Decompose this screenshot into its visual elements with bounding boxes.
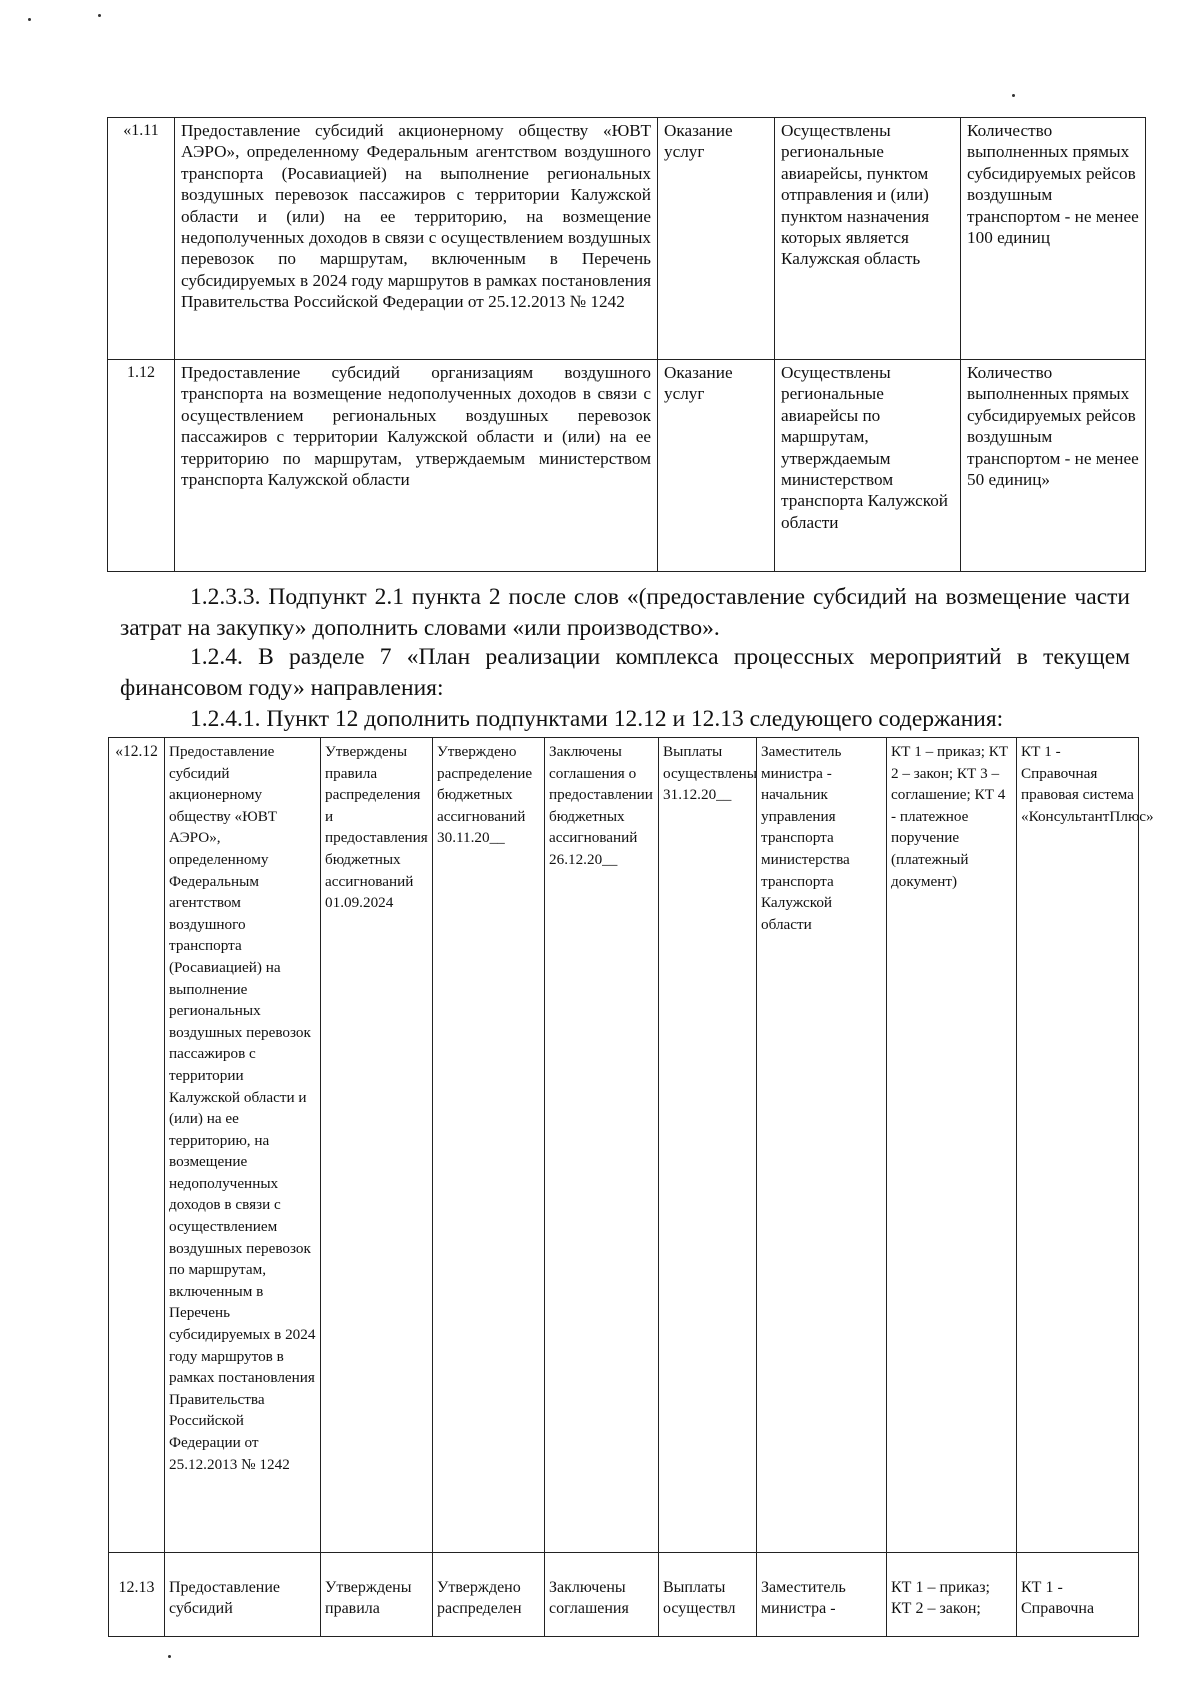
- checkpoint-4: Выплаты осуществлены 31.12.20__: [659, 738, 757, 1553]
- document-type: КТ 1 – приказ; КТ 2 – закон;: [887, 1553, 1017, 1637]
- table-row: [108, 360, 1146, 572]
- activity-result: Осуществлены региональные авиарейсы, пунктом отправления и (или) пунктом назначения которых является Калужская область: [775, 118, 961, 360]
- activity-description: Предоставление субсидий акционерному обществу «ЮВТ АЭРО», определенному Федеральным агентством воздушного транспорта (Росавиацией) на выполнение региональных воздушных перевозок пассажиров с территории Калужской области и (или) на ее территорию, на возмещение недополученных доходов в связи с осуществлением воздушных перевозок по маршрутам, включенным в Перечень субсидируемых в 2024 году маршрутов в рамках постановления Правительства Российской Федерации от 25.12.2013 № 1242: [175, 118, 658, 360]
- activity-result: Осуществлены региональные авиарейсы по маршрутам, утверждаемым министерством транспорта Калужской области: [775, 360, 961, 572]
- activity-description: Предоставление субсидий: [165, 1553, 321, 1637]
- table-row: [109, 1553, 1139, 1637]
- checkpoint-1: Утверждены правила: [321, 1553, 433, 1637]
- activity-description: Предоставление субсидий организациям воздушного транспорта на возмещение недополученных доходов в связи с осуществлением региональных воздушных перевозок пассажиров с территории Калужской области и (или) на ее территорию по маршрутам, утверждаемым министерством транспорта Калужской области: [175, 360, 658, 572]
- activity-description: Предоставление субсидий акционерному обществу «ЮВТ АЭРО», определенному Федеральным агентством воздушного транспорта (Росавиацией) на выполнение региональных воздушных перевозок пассажиров с территории Калужской области и (или) на ее территорию, на возмещение недополученных доходов в связи с осуществлением воздушных перевозок по маршрутам, включенным в Перечень субсидируемых в 2024 году маршрутов в рамках постановления Правительства Российской Федерации от 25.12.2013 № 1242: [165, 738, 321, 1553]
- scan-speck: [168, 1655, 171, 1658]
- scan-speck: [98, 14, 101, 17]
- table-row: [109, 738, 1139, 1553]
- responsible-person: Заместитель министра - начальник управления транспорта министерства транспорта Калужской области: [757, 738, 887, 1553]
- row-number: «12.12: [109, 738, 165, 1553]
- paragraph-1-2-3-3: 1.2.3.3. Подпункт 2.1 пункта 2 после слов «(предоставление субсидий на возмещение части затрат на закупку» дополнить словами «или производство».: [120, 584, 1130, 641]
- responsible-person: Заместитель министра -: [757, 1553, 887, 1637]
- activities-table: [107, 117, 1146, 572]
- checkpoint-3: Заключены соглашения: [545, 1553, 659, 1637]
- row-number: 12.13: [109, 1553, 165, 1637]
- activity-type: Оказание услуг: [658, 360, 775, 572]
- table-row: [108, 118, 1146, 360]
- checkpoint-1: Утверждены правила распределения и предоставления бюджетных ассигнований 01.09.2024: [321, 738, 433, 1553]
- activity-indicator: Количество выполненных прямых субсидируемых рейсов воздушным транспортом - не менее 100 единиц: [961, 118, 1146, 360]
- scan-speck: [1012, 94, 1015, 97]
- document-type: КТ 1 – приказ; КТ 2 – закон; КТ 3 – соглашение; КТ 4 - платежное поручение (платежный документ): [887, 738, 1017, 1553]
- checkpoint-2: Утверждено распределение бюджетных ассигнований 30.11.20__: [433, 738, 545, 1553]
- checkpoint-3: Заключены соглашения о предоставлении бюджетных ассигнований 26.12.20__: [545, 738, 659, 1553]
- row-number: 1.12: [108, 360, 175, 572]
- checkpoint-2: Утверждено распределен: [433, 1553, 545, 1637]
- information-system: КТ 1 - Справочная правовая система «КонсультантПлюс»: [1017, 738, 1139, 1553]
- activity-type: Оказание услуг: [658, 118, 775, 360]
- paragraph-1-2-4-1: 1.2.4.1. Пункт 12 дополнить подпунктами 12.12 и 12.13 следующего содержания:: [190, 706, 1004, 732]
- information-system: КТ 1 - Справочна: [1017, 1553, 1139, 1637]
- scan-speck: [28, 18, 31, 21]
- paragraph-1-2-4: 1.2.4. В разделе 7 «План реализации комплекса процессных мероприятий в текущем финансовом году» направления:: [120, 644, 1130, 701]
- activity-indicator: Количество выполненных прямых субсидируемых рейсов воздушным транспортом - не менее 50 единиц»: [961, 360, 1146, 572]
- implementation-plan-table: [108, 737, 1154, 1637]
- checkpoint-4: Выплаты осуществл: [659, 1553, 757, 1637]
- row-number: «1.11: [108, 118, 175, 360]
